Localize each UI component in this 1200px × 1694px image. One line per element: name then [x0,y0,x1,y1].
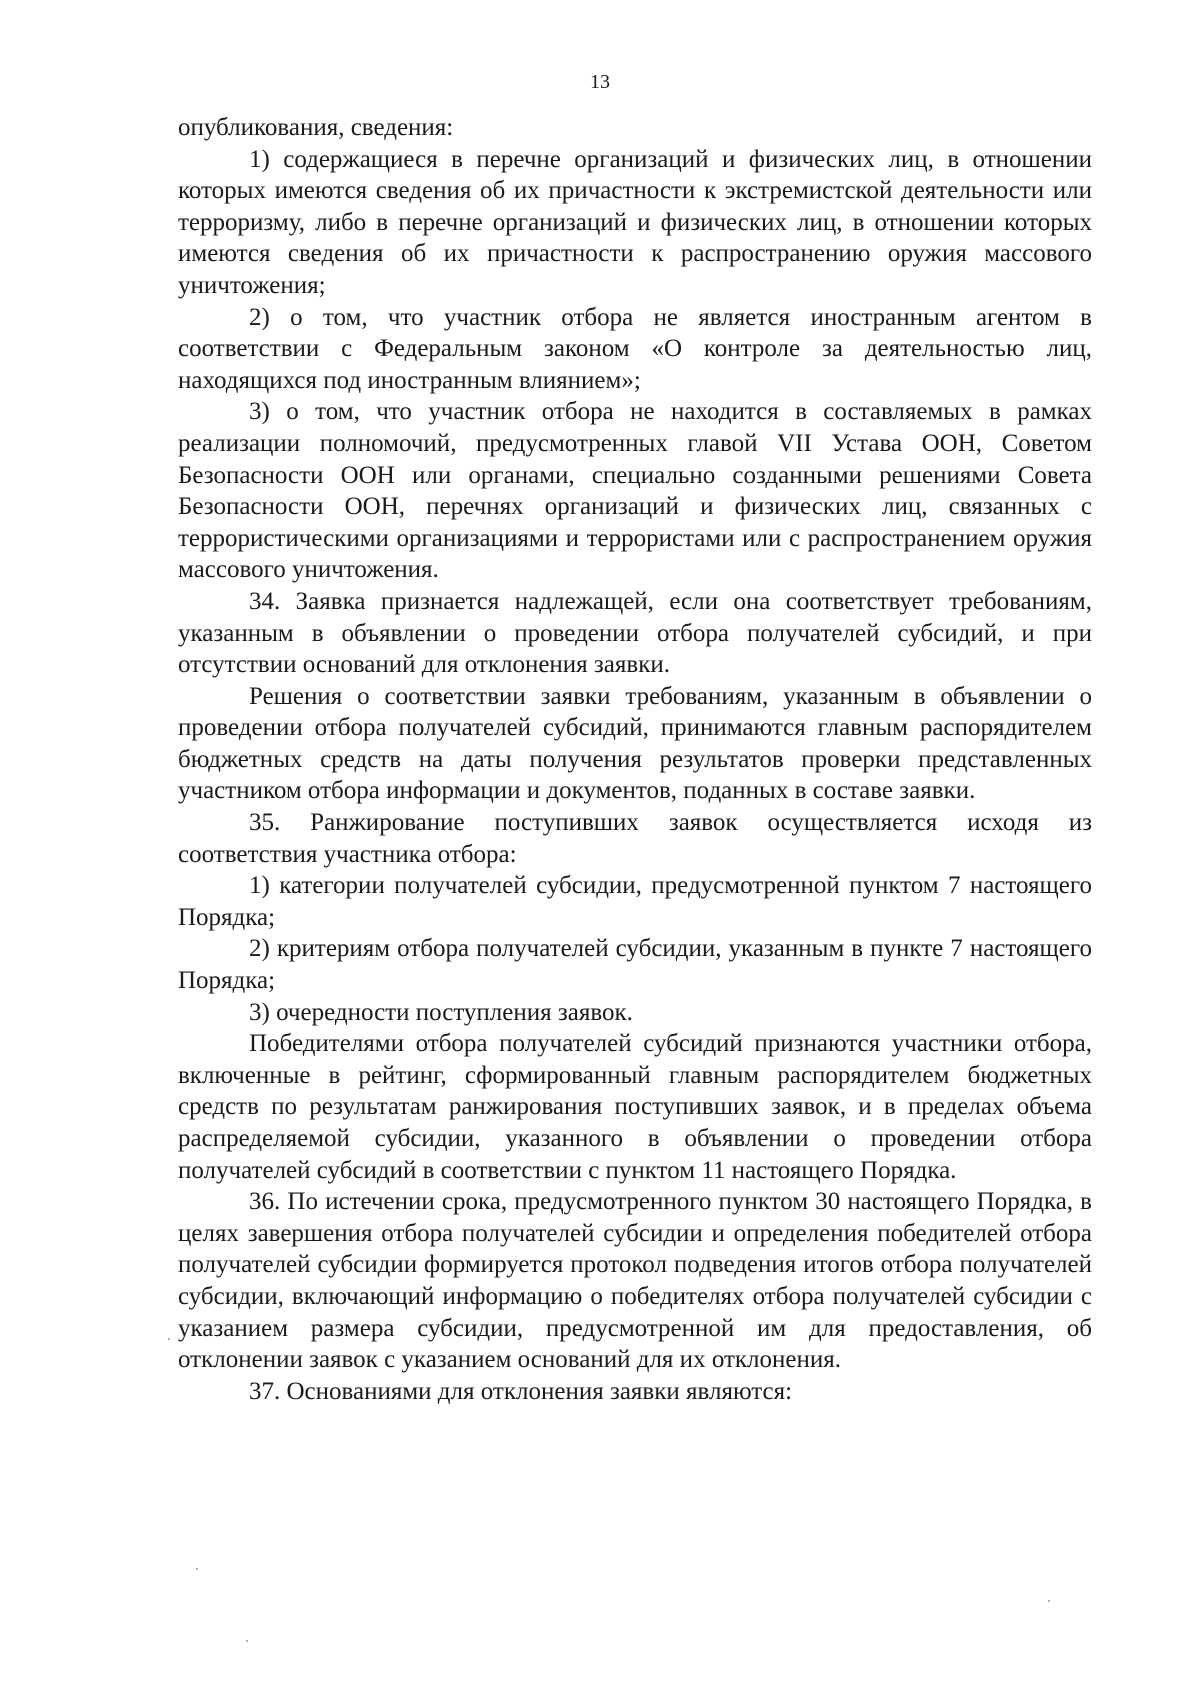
scan-speck [196,1568,198,1570]
page-number: 13 [590,71,610,93]
document-body [178,112,1092,1407]
paragraph-item-3: 3) о том, что участник отбора не находится в составляемых в рамках реализации полномочий, предусмотренных главой VII Устава ООН, Советом Безопасности ООН или органами, специально созданными решениями Совета Безопасности ООН, перечнях организаций и физических лиц, связанных с террористическими организациями и террористами или с распространением оружия массового уничтожения. [178,398,1092,584]
paragraph-ranking-1: 1) категории получателей субсидии, предусмотренной пунктом 7 настоящего Порядка; [178,872,1092,931]
scan-speck [168,1338,170,1340]
paragraph-item-2: 2) о том, что участник отбора не является иностранным агентом в соответствии с Федеральным законом «О контроле за деятельностью лиц, находящихся под иностранным влиянием»; [178,303,1092,394]
paragraph-winners: Победителями отбора получателей субсидий признаются участники отбора, включенные в рейтинг, сформированный главным распорядителем бюджетных средств по результатам ранжирования поступивших заявок, и в пределах объема распределяемой субсидии, указанного в объявлении о проведении отбора получателей субсидий в соответствии с пунктом 11 настоящего Порядка. [178,1030,1092,1184]
paragraph-intro: опубликования, сведения: [178,114,454,141]
paragraph-clause-35: 35. Ранжирование поступивших заявок осуществляется исходя из соответствия участника отбора: [178,809,1092,868]
paragraph-clause-37: 37. Основаниями для отклонения заявки являются: [249,1377,793,1405]
paragraph-item-1: 1) содержащиеся в перечне организаций и физических лиц, в отношении которых имеются сведения об их причастности к экстремистской деятельности или терроризму, либо в перечне организаций и физических лиц, в отношении которых имеются сведения об их причастности к распространению оружия массового уничтожения; [178,145,1092,299]
scan-speck [1048,1600,1050,1602]
paragraph-clause-34: 34. Заявка признается надлежащей, если она соответствует требованиям, указанным в объявлении о проведении отбора получателей субсидий, и при отсутствии оснований для отклонения заявки. [178,587,1092,679]
paragraph-ranking-2: 2) критериям отбора получателей субсидии, указанным в пункте 7 настоящего Порядка; [178,935,1092,995]
paragraph-clause-36: 36. По истечении срока, предусмотренного пунктом 30 настоящего Порядка, в целях завершения отбора получателей субсидии и определения победителей отбора получателей субсидии формируется протокол подведения итогов отбора получателей субсидии, включающий информацию о победителях отбора получателей субсидии с указанием размера субсидии, предусмотренной им для предоставления, об отклонении заявок с указанием оснований для их отклонения. [178,1188,1092,1374]
paragraph-decisions: Решения о соответствии заявки требованиям, указанным в объявлении о проведении отбора получателей субсидий, принимаются главным распорядителем бюджетных средств на даты получения результатов проверки представленных участником отбора информации и документов, поданных в составе заявки. [178,682,1092,805]
paragraph-ranking-3: 3) очередности поступления заявок. [249,998,633,1026]
scan-speck [246,1640,248,1642]
